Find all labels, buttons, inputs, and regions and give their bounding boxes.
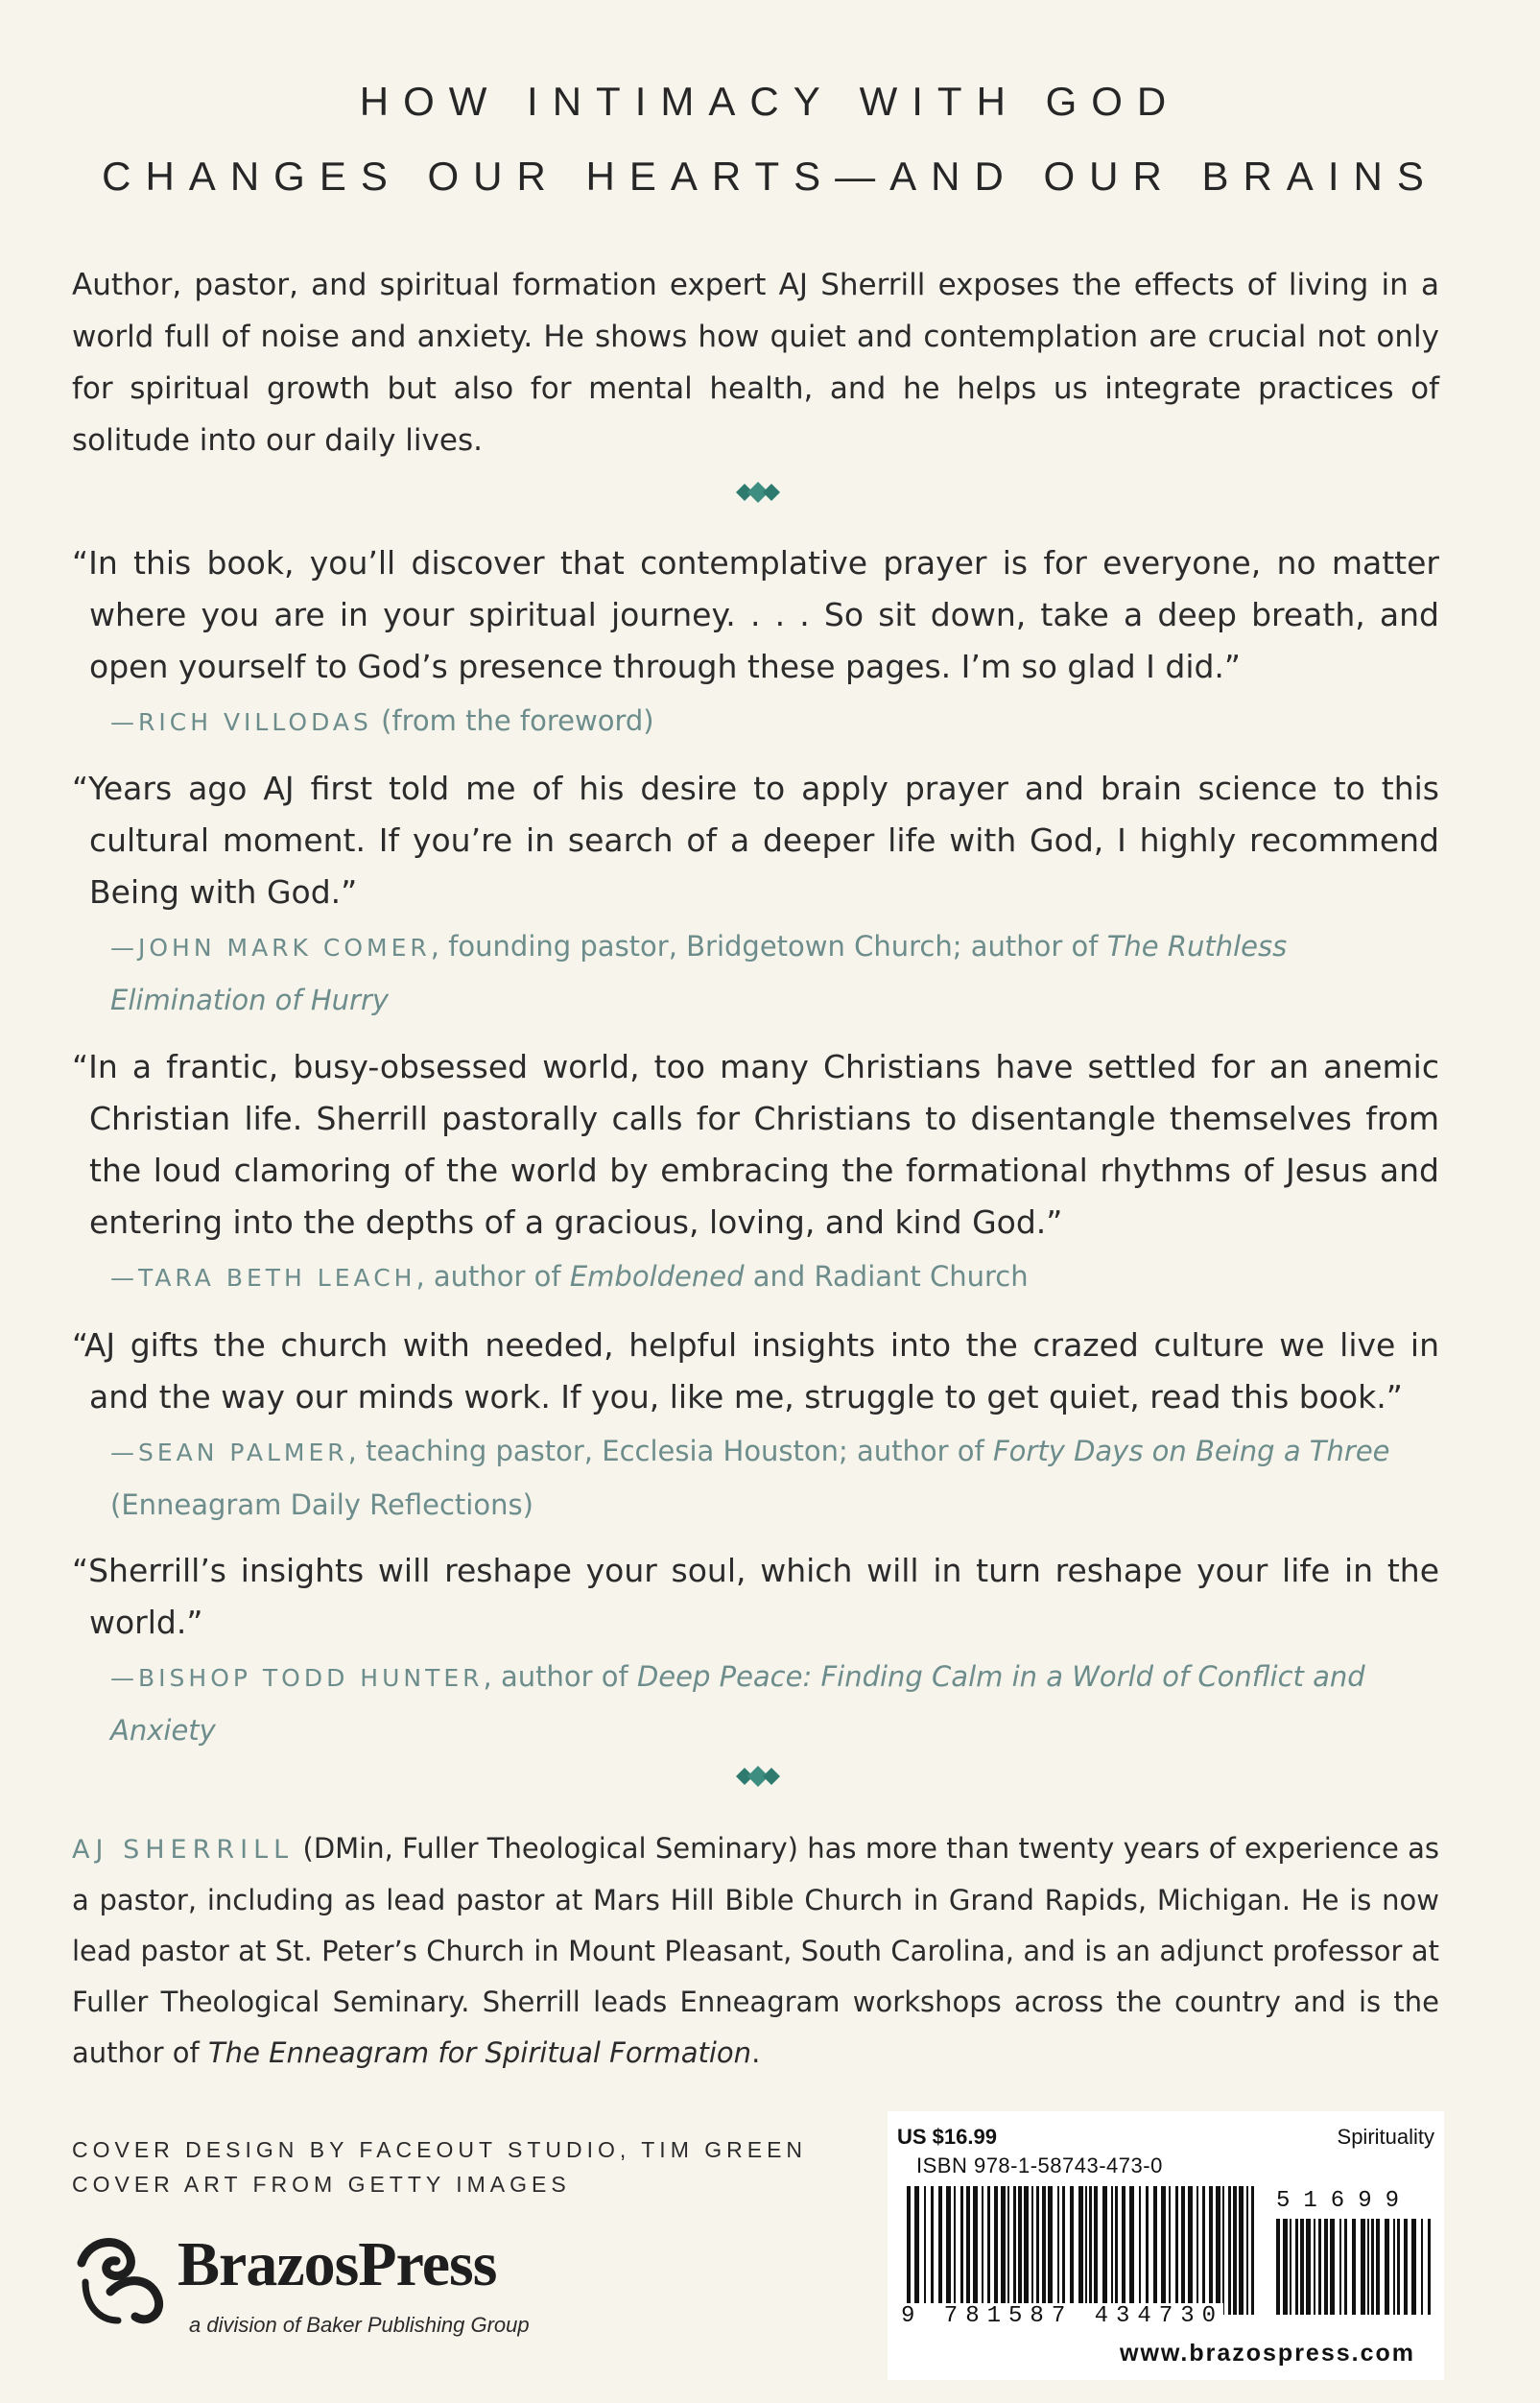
- barcode-bar: [1013, 2186, 1016, 2315]
- diamond-ornament-icon: [732, 480, 784, 505]
- barcode-bar: [1330, 2219, 1335, 2315]
- endorser-name: —SEAN PALMER: [110, 1439, 348, 1466]
- price-label: US $16.99: [897, 2125, 997, 2149]
- publisher-name: BrazosPress: [178, 2229, 497, 2299]
- barcode-bar: [1129, 2186, 1134, 2315]
- barcode-bar: [1018, 2186, 1022, 2315]
- endorsement-attribution: [72, 920, 1439, 1026]
- author-bio: [72, 1823, 1439, 2079]
- barcode-bar: [973, 2186, 978, 2315]
- endorsement: [72, 1320, 1439, 1531]
- brazos-logo-icon: [72, 2225, 178, 2330]
- barcode-bar: [1216, 2186, 1220, 2315]
- barcode-bar: [1371, 2219, 1374, 2315]
- barcode-bar: [1290, 2219, 1291, 2315]
- barcode-bar: [1111, 2186, 1113, 2315]
- barcode-bar: [954, 2186, 956, 2315]
- barcode-bar: [982, 2186, 983, 2315]
- endorsement: [72, 1041, 1439, 1304]
- author-name: AJ SHERRILL: [72, 1835, 295, 1865]
- headline-line-1: HOW INTIMACY WITH GOD: [359, 79, 1181, 124]
- barcode-bar: [1188, 2186, 1193, 2315]
- intro-paragraph: Author, pastor, and spiritual formation expert AJ Sherrill exposes the effects of living in a world full of noise and anxiety. He shows how quiet and contemplation are crucial not only for spiritual growth but also for mental health, and he helps us integrate practices of solitude into our daily lives.: [72, 268, 1439, 458]
- barcode-bar: [946, 2186, 951, 2315]
- barcode-bar: [1385, 2219, 1389, 2315]
- endorser-book-title: The Ruthless Elimination of Hurry: [110, 930, 1288, 1016]
- barcode-bar: [1209, 2186, 1213, 2315]
- cover-design-credit: COVER DESIGN BY FACEOUT STUDIO, TIM GREEN: [72, 2137, 808, 2162]
- barcode-bar: [1001, 2186, 1006, 2315]
- endorsement: [72, 1545, 1439, 1756]
- barcode-bar: [1344, 2219, 1347, 2315]
- barcode-bar: [1089, 2186, 1092, 2315]
- barcode-bar: [1300, 2219, 1304, 2315]
- barcode-bar: [914, 2186, 919, 2315]
- author-bio-end: .: [751, 2036, 761, 2069]
- addon-digits: 51699: [1276, 2188, 1413, 2214]
- barcode-bar: [1175, 2186, 1178, 2315]
- barcode-bar: [1169, 2186, 1171, 2315]
- endorser-role-2: and Radiant Church: [744, 1260, 1029, 1293]
- barcode-bar: [1202, 2186, 1205, 2315]
- barcode-bar: [1222, 2186, 1224, 2315]
- diamond-ornament-icon: [732, 1764, 784, 1789]
- barcode-bar: [1122, 2186, 1125, 2315]
- barcode-bar: [1352, 2219, 1356, 2315]
- endorser-book-title: Emboldened: [569, 1260, 745, 1293]
- barcode-bar: [1024, 2186, 1029, 2315]
- barcode-bar: [931, 2186, 934, 2315]
- endorser-name: —JOHN MARK COMER: [110, 934, 431, 962]
- barcode-bar: [966, 2186, 970, 2315]
- isbn-label: ISBN 978-1-58743-473-0: [916, 2153, 1163, 2177]
- barcode-bar: [1324, 2219, 1328, 2315]
- barcode-bar: [1428, 2219, 1431, 2315]
- endorser-role: , founding pastor, Bridgetown Church; author of: [430, 930, 1107, 963]
- barcode-bar: [1314, 2219, 1315, 2315]
- endorser-role: , author of: [483, 1660, 637, 1693]
- endorser-book-title: Forty Days on Being a Three: [992, 1435, 1390, 1467]
- barcode-bar: [1070, 2186, 1074, 2315]
- barcode-bar: [1007, 2186, 1009, 2315]
- endorser-role: , teaching pastor, Ecclesia Houston; author of: [347, 1435, 993, 1467]
- barcode-bar: [1411, 2219, 1416, 2315]
- barcode-bar: [1181, 2186, 1185, 2315]
- barcode-bar: [1376, 2219, 1380, 2315]
- barcode-bar: [1085, 2186, 1087, 2315]
- cover-credits: [72, 2132, 807, 2201]
- barcode-bar: [1078, 2186, 1083, 2315]
- barcode-bar: [1094, 2186, 1098, 2315]
- endorsement-attribution: [72, 1651, 1439, 1756]
- endorser-name: —BISHOP TODD HUNTER: [110, 1664, 484, 1692]
- publisher-website: www.brazospress.com: [1120, 2340, 1415, 2367]
- barcode-bar: [960, 2186, 963, 2315]
- barcode-bar: [924, 2186, 926, 2315]
- endorser-name: —RICH VILLODAS: [110, 708, 372, 736]
- barcode-bar: [1404, 2219, 1408, 2315]
- publisher-subtitle: a division of Baker Publishing Group: [189, 2313, 530, 2337]
- barcode-bar: [1115, 2186, 1118, 2315]
- barcode-bar: [1318, 2219, 1321, 2315]
- category-label: Spirituality: [1337, 2125, 1434, 2149]
- endorsement: [72, 537, 1439, 749]
- endorsement-attribution: [72, 1425, 1439, 1531]
- barcode-bar: [1233, 2186, 1237, 2315]
- barcode-bar: [1161, 2186, 1166, 2315]
- endorsement-text: “In this book, you’ll discover that contemplative prayer is for everyone, no matter where you are in your spiritual journey. . . . So sit down, take a deep breath, and open yourself to God’s presence through these pages. I’m so glad I did.”: [72, 544, 1439, 685]
- barcode-bar: [1031, 2186, 1033, 2315]
- endorsement: [72, 763, 1439, 1026]
- barcode-bar: [987, 2186, 990, 2315]
- barcode-bar: [1146, 2186, 1149, 2315]
- barcode-bar: [1153, 2186, 1157, 2315]
- endorsement-text: “In a frantic, busy-obsessed world, too many Christians have settled for an anemic Christian life. Sherrill pastorally calls for Christians to disentangle themselves from the loud clamoring of the world by embracing the formational rhythms of Jesus and entering into the depths of a gracious, loving, and kind God.”: [72, 1048, 1439, 1241]
- ean-barcode-bars: [907, 2186, 1254, 2315]
- endorsement-text: “Sherrill’s insights will reshape your soul, which will in turn reshape your life in the world.”: [72, 1552, 1439, 1641]
- barcode-bar: [938, 2186, 942, 2315]
- endorser-role-2: (Enneagram Daily Reflections): [110, 1488, 533, 1521]
- endorsement-attribution: [72, 1250, 1439, 1304]
- barcode-bar: [1421, 2219, 1423, 2315]
- barcode-bar: [1062, 2186, 1065, 2315]
- author-book-title: The Enneagram for Spiritual Formation: [207, 2036, 752, 2069]
- headline-line-2: CHANGES OUR HEARTS—AND OUR BRAINS: [102, 154, 1438, 199]
- ean-digits: 9 781587 434730: [901, 2303, 1224, 2329]
- barcode-bar: [1397, 2219, 1400, 2315]
- author-bio-text: (DMin, Fuller Theological Seminary) has more than twenty years of experience as a pastor, including as lead pastor at Mars Hill Bible Church in Grand Rapids, Michigan. He is now lead pastor at St. Peter’s Church in Mount Pleasant, South Carolina, and is an adjunct professor at Fuller Theological Seminary. Sherrill leads Enneagram workshops across the country and is the author of: [72, 1832, 1439, 2069]
- endorsement-attribution: [72, 695, 1439, 749]
- endorser-book-title: Deep Peace: Finding Calm in a World of Conflict and Anxiety: [110, 1660, 1365, 1747]
- endorsement-text: “Years ago AJ first told me of his desire to apply prayer and brain science to this cultural moment. If you’re in search of a deeper life with God, I highly recommend Being with God.”: [72, 770, 1439, 911]
- price-addon-barcode-bars: [1276, 2219, 1431, 2315]
- barcode-bar: [1251, 2186, 1254, 2315]
- endorser-role: (from the foreword): [371, 704, 654, 737]
- barcode-bar: [1139, 2186, 1141, 2315]
- barcode-bar: [1283, 2219, 1288, 2315]
- endorser-name: —TARA BETH LEACH: [110, 1264, 416, 1292]
- barcode-bar: [1228, 2186, 1231, 2315]
- barcode-bar: [1246, 2186, 1248, 2315]
- barcode-bar: [1102, 2186, 1107, 2315]
- barcode-bar: [1361, 2219, 1365, 2315]
- barcode-bar: [1367, 2219, 1369, 2315]
- barcode-bar: [1048, 2186, 1053, 2315]
- barcode-panel: [888, 2111, 1444, 2380]
- endorser-role: , author of: [415, 1260, 570, 1293]
- barcode-bar: [1036, 2186, 1039, 2315]
- barcode-bar: [1276, 2219, 1280, 2315]
- barcode-bar: [907, 2186, 911, 2315]
- barcode-bar: [1196, 2186, 1198, 2315]
- publisher-logo: [72, 2225, 609, 2359]
- endorsement-text: “AJ gifts the church with needed, helpful insights into the crazed culture we live in and the way our minds work. If you, like me, struggle to get quiet, read this book.”: [72, 1326, 1439, 1416]
- barcode-bar: [1306, 2219, 1311, 2315]
- barcode-bar: [1057, 2186, 1059, 2315]
- barcode-bar: [1042, 2186, 1046, 2315]
- barcode-bar: [1339, 2219, 1341, 2315]
- barcode-bar: [1393, 2219, 1395, 2315]
- barcode-bar: [1239, 2186, 1244, 2315]
- barcode-bar: [994, 2186, 998, 2315]
- barcode-bar: [1295, 2219, 1298, 2315]
- cover-art-credit: COVER ART FROM GETTY IMAGES: [72, 2172, 571, 2197]
